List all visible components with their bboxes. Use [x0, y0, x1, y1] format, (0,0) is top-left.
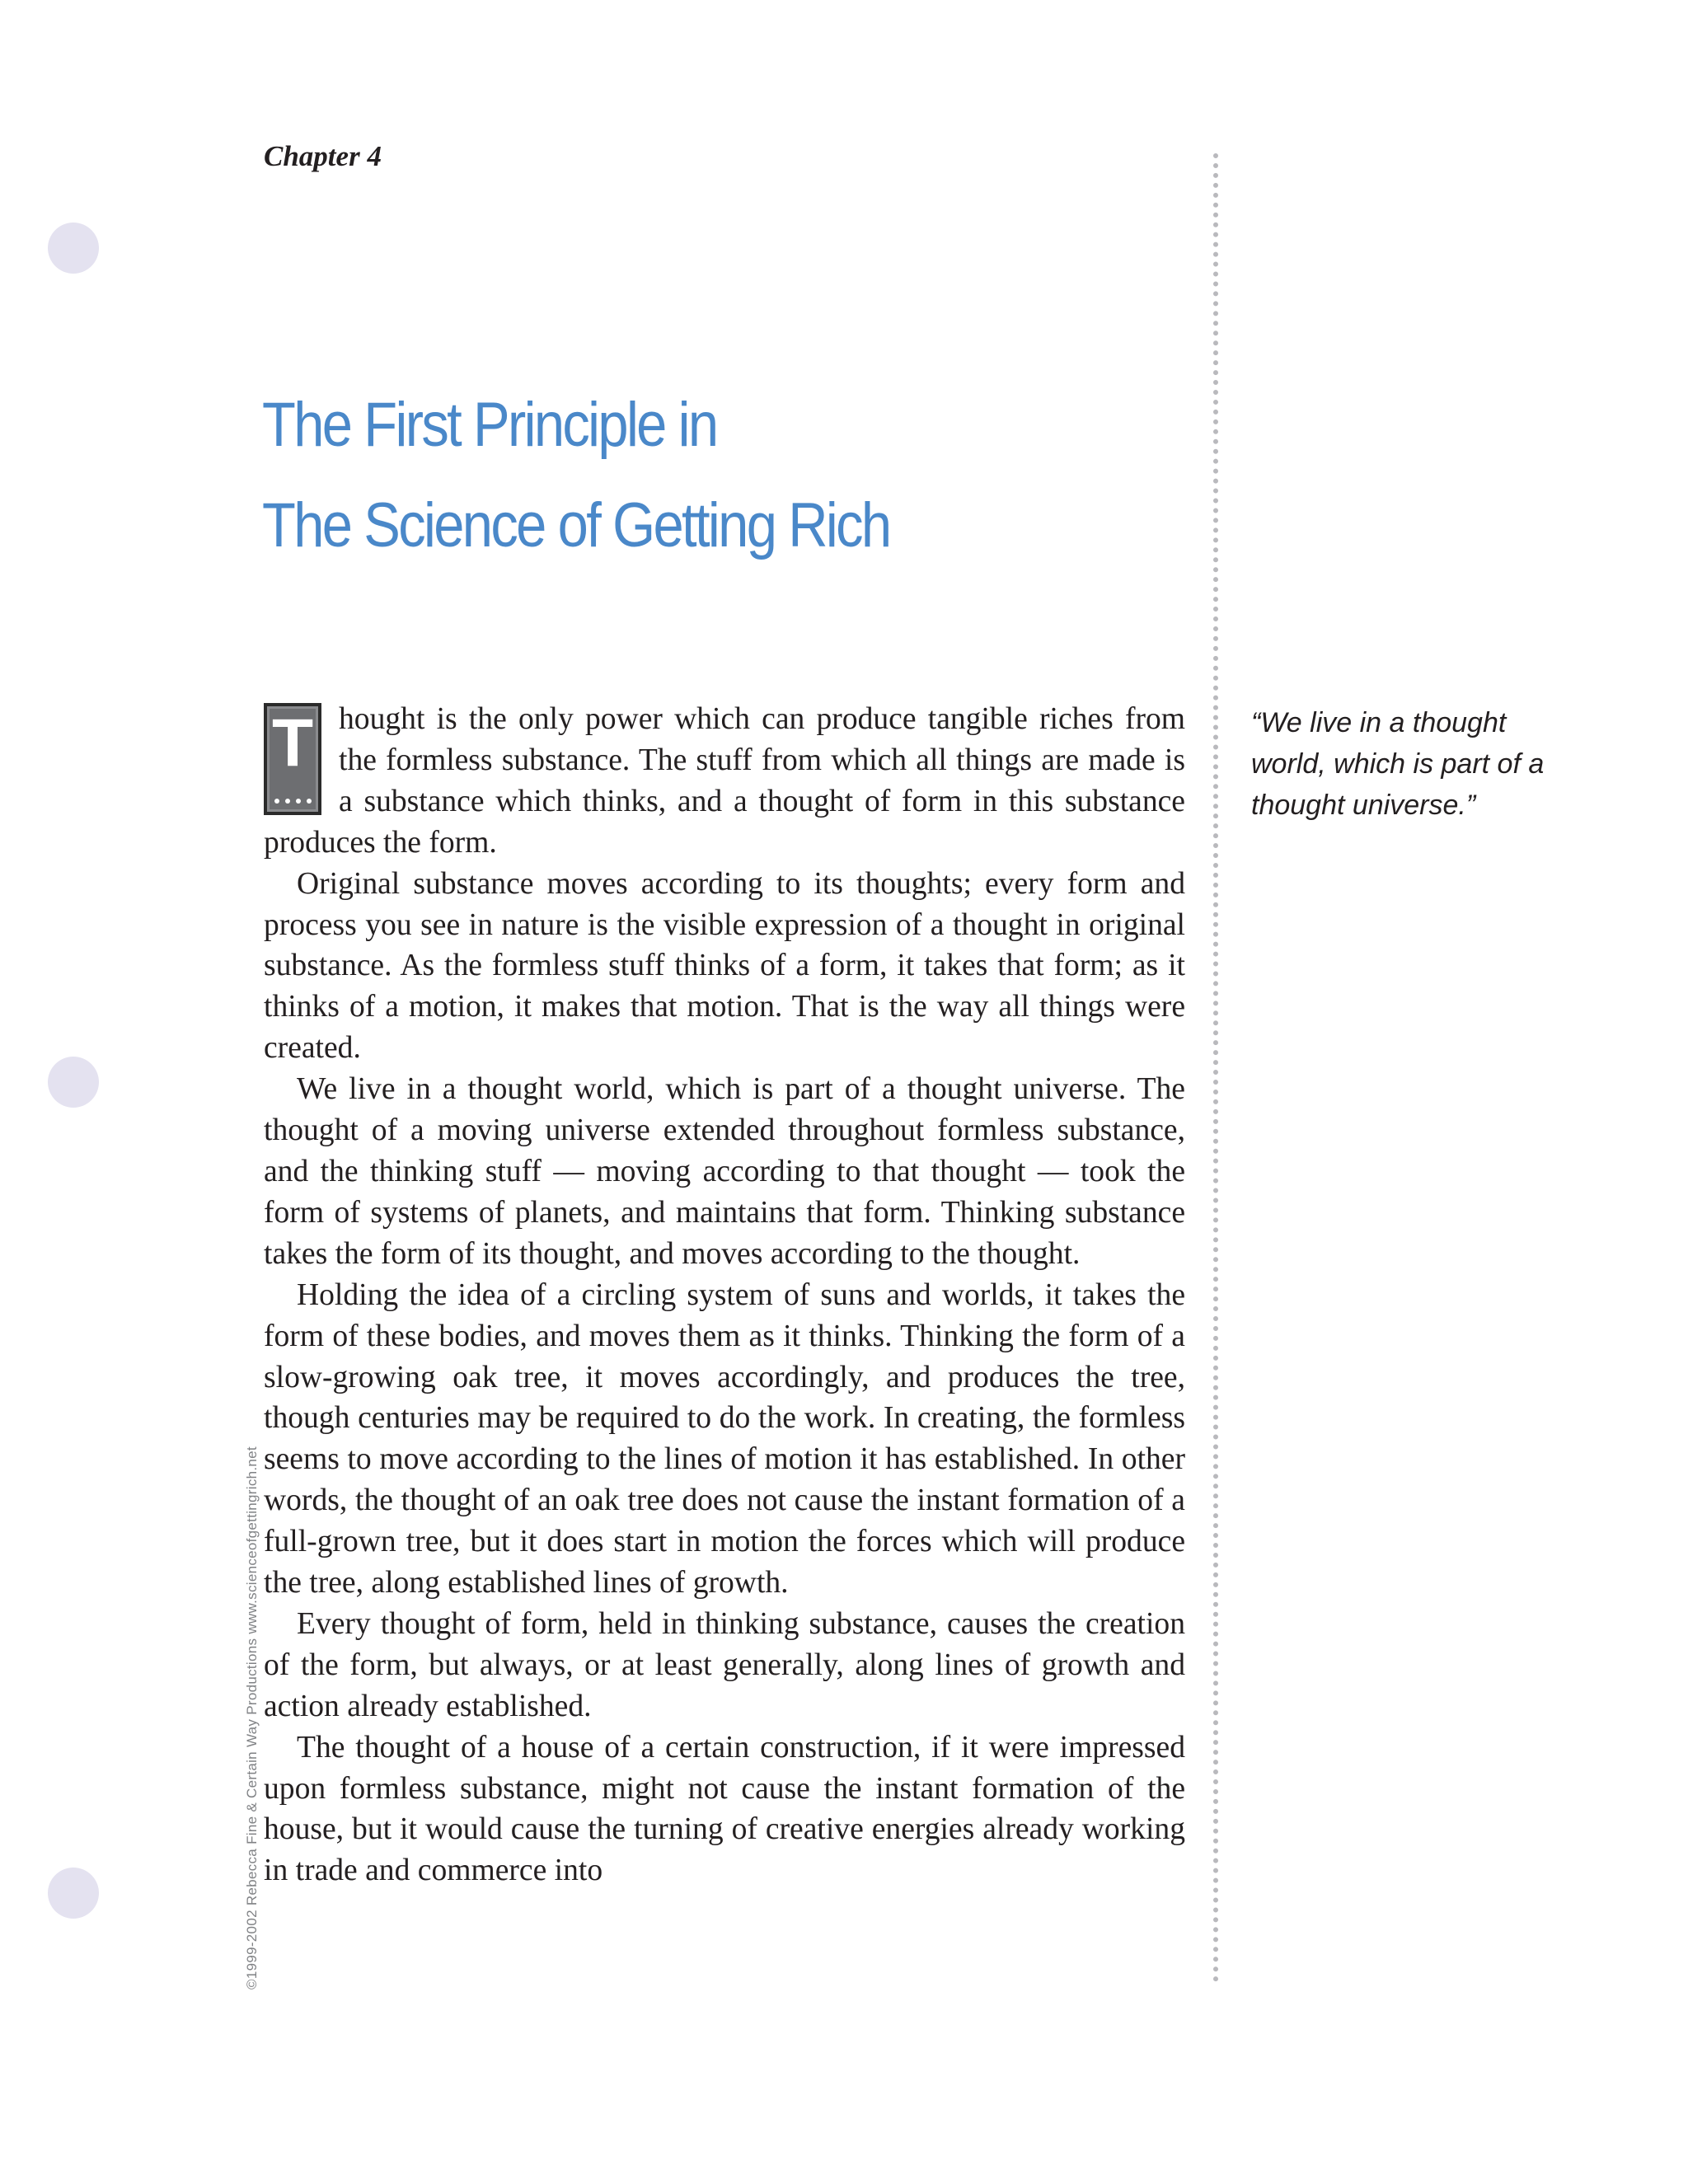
copyright-notice: ©1999-2002 Rebecca Fine & Certain Way Productions www.scienceofgettingrich.net: [244, 1446, 260, 1990]
paragraph-1-text: hought is the only power which can produce tangible riches from the formless substance. The stuff from which all things are made is a substance which thinks, and a thought of form in this substance produces the form.: [264, 702, 1185, 860]
paragraph-4: Holding the idea of a circling system of suns and worlds, it takes the form of these bodies, and moves them as it thinks. Thinking the form of a slow-growing oak tree, it moves accordingly, and produces the tree, though centuries may be required to do the work. In creating, the formless seems to move according to the lines of motion it has established. In other words, the thought of an oak tree does not cause the instant formation of a full-grown tree, but it does start in motion the forces which will produce the tree, along established lines of growth.: [264, 1277, 1185, 1601]
paragraph-1: [264, 699, 1185, 864]
chapter-label: Chapter 4: [264, 140, 382, 172]
paragraph-5: Every thought of form, held in thinking substance, causes the creation of the form, but always, or at least generally, along lines of growth and action already established.: [264, 1606, 1185, 1723]
punch-hole-bottom: [48, 1868, 99, 1919]
drop-cap: [264, 703, 321, 815]
dotted-divider: [1213, 153, 1218, 1983]
punch-hole-middle: [48, 1057, 99, 1108]
body-text: [264, 699, 1185, 1891]
paragraph-6: The thought of a house of a certain construction, if it were impressed upon formless substance, might not cause the instant formation of the house, but it would cause the turning of creative energies already working in trade and commerce into: [264, 1730, 1185, 1888]
drop-cap-dots-ornament: [267, 799, 318, 804]
punch-hole-top: [48, 223, 99, 274]
drop-cap-letter: T: [271, 705, 314, 780]
page-title: [262, 375, 889, 576]
title-line-2: The Science of Getting Rich: [262, 490, 890, 560]
paragraph-3: We live in a thought world, which is part of a thought universe. The thought of a moving universe extended throughout formless substance, and the thinking stuff — moving according to that thought — took the form of systems of planets, and maintains that form. Thinking substance takes the form of its thought, and moves according to the thought.: [264, 1072, 1185, 1271]
title-line-1: The First Principle in: [262, 390, 717, 460]
pull-quote: “We live in a thought world, which is part of a thought universe.”: [1251, 707, 1545, 821]
paragraph-2: Original substance moves according to its thoughts; every form and process you see in nature is the visible expression of a thought in original substance. As the formless stuff thinks of a form, it takes that form; as it thinks of a motion, it makes that motion. That is the way all things were created.: [264, 866, 1185, 1066]
